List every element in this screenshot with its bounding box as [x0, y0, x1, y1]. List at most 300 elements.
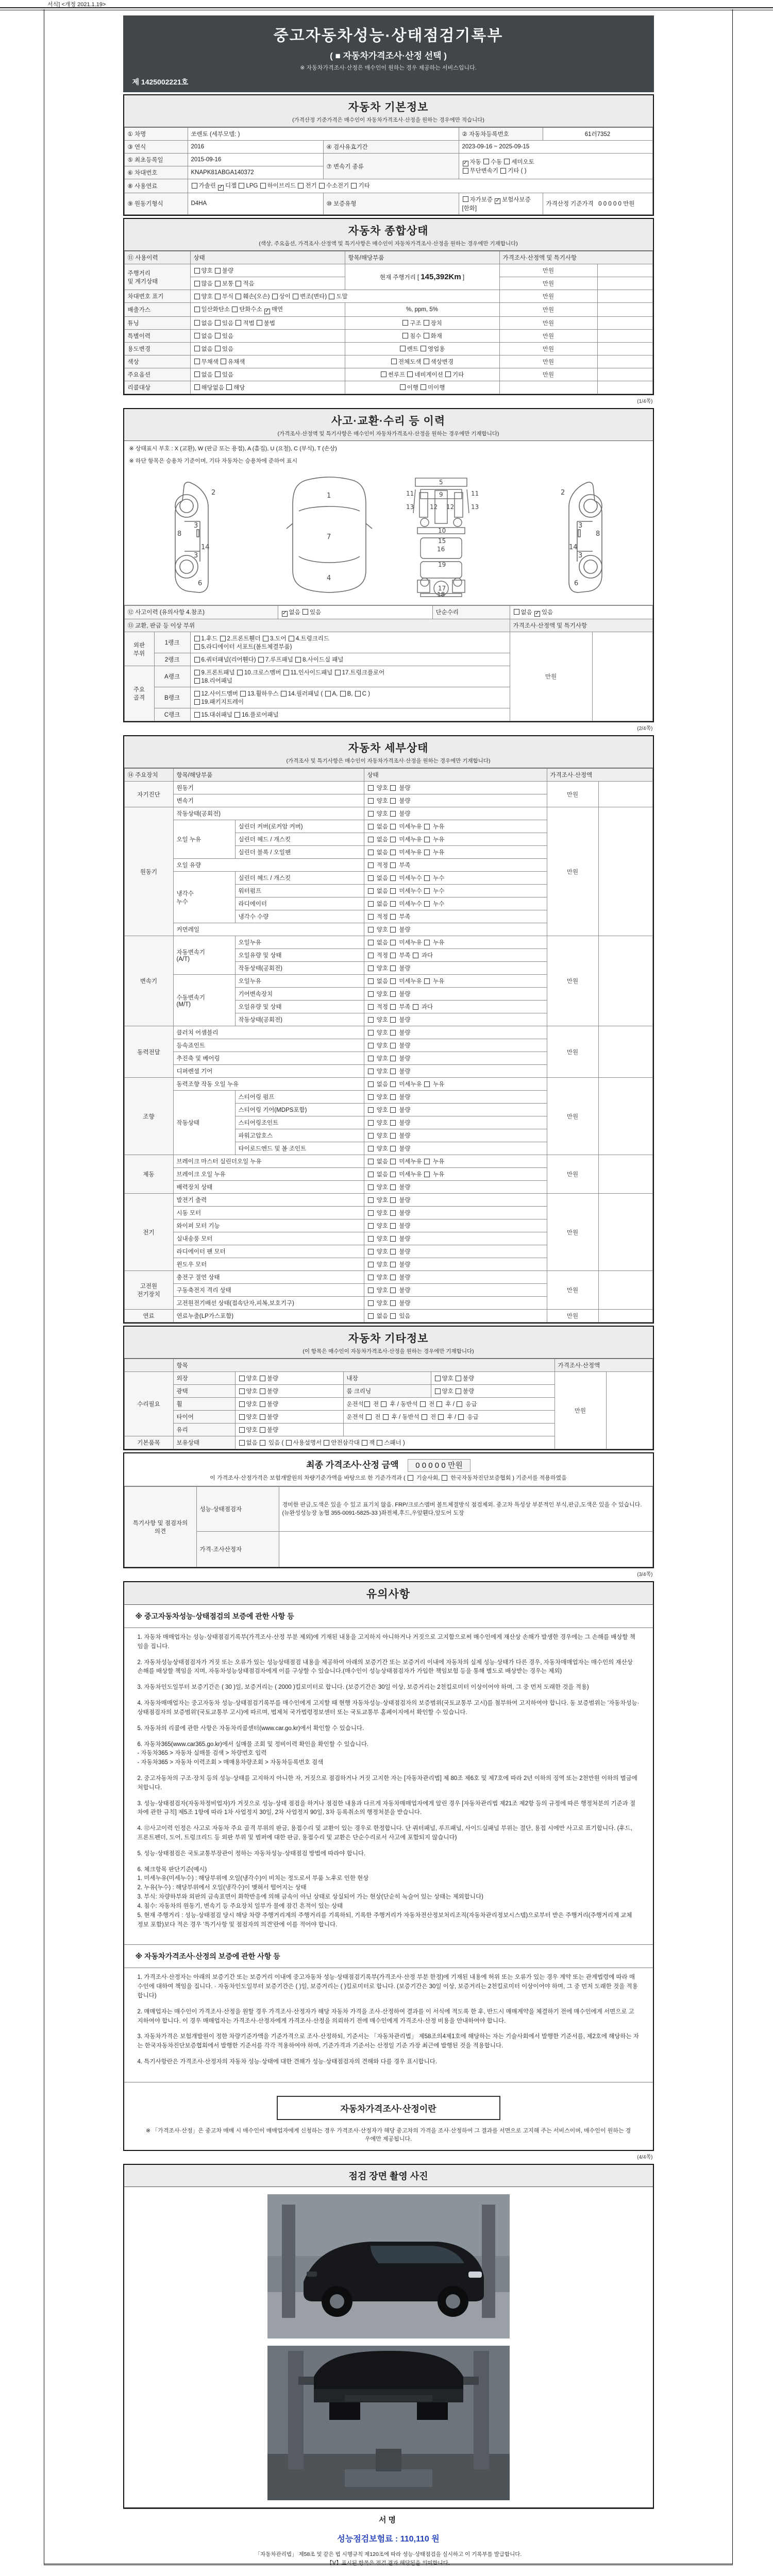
checkbox-unchecked[interactable] [463, 168, 468, 174]
checkbox-unchecked[interactable] [234, 712, 240, 718]
checkbox-unchecked[interactable] [390, 927, 396, 933]
checkbox-unchecked[interactable] [390, 875, 396, 881]
checkbox-unchecked[interactable] [368, 1146, 374, 1151]
checkbox-unchecked[interactable] [390, 1056, 396, 1061]
price-survey-definition-note: ※ 「가격조사·산정」은 중고차 매매 시 매수인이 매매업자에게 신청하는 경우 가격조사·산정자가 해당 중고차의 가격을 조사·산정하여 그 결과를 서면으로 고지해 주는 서비스이며, 매수인이 원하는 경우에만 제공됩니다. [145, 2127, 631, 2142]
svg-text:3: 3 [193, 521, 198, 530]
checkbox-unchecked[interactable] [293, 294, 298, 299]
col-blank [124, 1359, 173, 1372]
sub-item-label: 스티어링조인트 [235, 1116, 364, 1129]
checkbox-unchecked[interactable] [260, 1376, 265, 1381]
checkbox-unchecked[interactable] [391, 359, 397, 364]
checkbox-unchecked[interactable] [221, 359, 226, 364]
checkbox-unchecked[interactable] [194, 636, 200, 641]
svg-text:2: 2 [560, 488, 565, 497]
notice-item: 3. 자동차가격은 보험개발원이 정한 차량기준가액을 기준가격으로 조사·산정하되, 기준서는 「자동차관리법」 제58조의4제1호에 해당하는 자는 기술사회에서 발행한 기준서를, 제2호에 해당하는 자는 한국자동차진단보증협회에서 발행한 기준서를 각각 적용하여야 하며, 기준가격과 기준서는 산정일 기준 가장 최근에 발행된 것을 적용합니다. [137, 2033, 639, 2049]
checkbox-unchecked[interactable] [500, 168, 506, 174]
sub-item-label: 워터펌프 [235, 885, 364, 897]
checkbox-unchecked[interactable] [368, 824, 374, 829]
checkbox-unchecked[interactable] [340, 691, 346, 697]
checkbox-unchecked[interactable] [368, 1017, 374, 1023]
checkbox-unchecked[interactable] [194, 359, 200, 364]
state-options: 없음 있음 [190, 368, 345, 381]
checkbox-unchecked[interactable] [424, 824, 430, 829]
sub-item-label: 실린더 헤드 / 개스킷 [235, 872, 364, 885]
state-options: 양호 불량 [364, 1258, 547, 1271]
checkbox-unchecked[interactable] [402, 320, 408, 326]
checkbox-unchecked[interactable] [390, 1030, 396, 1036]
rank-part-options: 12.사이드멤버 13.휠하우스 14.필러패널 ( A, B, C ) 19.패키지트레이 [190, 687, 510, 708]
checkbox-unchecked[interactable] [215, 371, 221, 377]
checkbox-unchecked[interactable] [194, 712, 200, 718]
state-options: 해당없음 해당 [190, 381, 345, 394]
state-options: 없음 미세누유 누유 [364, 975, 547, 988]
checkbox-checked[interactable]: ✓ [495, 198, 500, 204]
checkbox-unchecked[interactable] [390, 1210, 396, 1216]
checkbox-unchecked[interactable] [424, 875, 430, 881]
checkbox-unchecked[interactable] [226, 384, 232, 390]
checkbox-unchecked[interactable] [390, 1197, 396, 1203]
car-side-right-diagram [509, 474, 610, 598]
checkbox-unchecked[interactable] [364, 1401, 370, 1407]
state-options: 양호 불량 [364, 1013, 547, 1026]
checkbox-unchecked[interactable] [390, 888, 396, 894]
checkbox-unchecked[interactable] [368, 875, 374, 881]
checkbox-unchecked[interactable] [435, 1388, 441, 1394]
checkbox-unchecked[interactable] [424, 850, 430, 855]
checkbox-unchecked[interactable] [390, 1094, 396, 1100]
checkbox-unchecked[interactable] [390, 940, 396, 945]
checkbox-unchecked[interactable] [424, 1081, 430, 1087]
checkbox-unchecked[interactable] [514, 609, 519, 615]
checkbox-unchecked[interactable] [283, 670, 289, 675]
device-label: 전기 [124, 1194, 173, 1271]
checkbox-unchecked[interactable] [237, 670, 243, 675]
use-history-label: 배출가스 [124, 303, 190, 317]
item-label: 변속기 [173, 794, 364, 807]
checkbox-unchecked[interactable] [295, 657, 301, 663]
checkbox-unchecked[interactable] [368, 798, 374, 804]
checkbox-unchecked[interactable] [368, 1300, 374, 1306]
checkbox-unchecked[interactable] [390, 914, 396, 920]
svg-text:3: 3 [193, 551, 198, 560]
checkbox-unchecked[interactable] [377, 1440, 382, 1446]
checkbox-unchecked[interactable] [368, 1043, 374, 1048]
checkbox-unchecked[interactable] [390, 824, 396, 829]
checkbox-unchecked[interactable] [329, 294, 334, 299]
checkbox-unchecked[interactable] [420, 1401, 426, 1407]
checkbox-unchecked[interactable] [215, 333, 221, 338]
checkbox-unchecked[interactable] [390, 1262, 396, 1267]
opinion-group-label: 특기사항 및 점검자의 의견 [124, 1487, 196, 1567]
section-final-price [123, 1452, 654, 1568]
checkbox-unchecked[interactable] [390, 862, 396, 868]
checkbox-unchecked[interactable] [442, 1475, 447, 1481]
checkbox-unchecked[interactable] [421, 384, 426, 390]
checkbox-unchecked[interactable] [390, 1133, 396, 1139]
checkbox-unchecked[interactable] [422, 1414, 427, 1420]
checkbox-unchecked[interactable] [390, 1069, 396, 1074]
checkbox-unchecked[interactable] [390, 953, 396, 958]
checkbox-unchecked[interactable] [368, 811, 374, 817]
notices-title: 유의사항 [366, 1588, 411, 1600]
checkbox-unchecked[interactable] [368, 888, 374, 894]
overall-row [124, 264, 652, 277]
checkbox-unchecked[interactable] [194, 268, 200, 274]
checkbox-unchecked[interactable] [260, 1427, 265, 1433]
checkbox-unchecked[interactable] [368, 953, 374, 958]
checkbox-unchecked[interactable] [194, 691, 200, 697]
checkbox-unchecked[interactable] [194, 657, 200, 663]
state-options: 없음 미세누유 누유 [364, 936, 547, 949]
item-label: 고전원전기배선 상태(접속단자,피복,보호기구) [173, 1297, 364, 1310]
overall-row [124, 303, 652, 317]
checkbox-unchecked[interactable] [232, 307, 238, 312]
checkbox-unchecked[interactable] [258, 657, 264, 663]
checkbox-unchecked[interactable] [390, 1120, 396, 1126]
checkbox-unchecked[interactable] [368, 1262, 374, 1267]
footer-line-2: 【Ⅴ】표시된 항목은 점검 결과 해당됨을 의미합니다. [327, 2560, 450, 2566]
section-title: 사고·교환·수리 등 이력 [331, 415, 446, 427]
checkbox-unchecked[interactable] [456, 1376, 461, 1381]
checkbox-unchecked[interactable] [436, 1401, 442, 1407]
section-accident-history [123, 408, 654, 723]
checkbox-unchecked[interactable] [368, 1275, 374, 1280]
trans-label: ⑦ 변속기 종류 [323, 154, 459, 179]
warranty-options: 자가보증 ✓ 보험사보증 [한화] [459, 193, 543, 215]
checkbox-unchecked[interactable] [215, 294, 221, 299]
notes-cell [597, 381, 652, 394]
checkbox-unchecked[interactable] [368, 965, 374, 971]
notice-item: 2. 중고자동차의 구조·장치 등의 성능·상태를 고지하지 아니한 자, 거짓으로 점검하거나 거짓 고지한 자는 [자동차관리법] 제 80조 제6호 및 제7호에 따라 2년 이하의 징역 또는 2천만원 이하의 벌금에 처합니다. [137, 1775, 637, 1791]
checkbox-unchecked[interactable] [390, 1236, 396, 1242]
checkbox-unchecked[interactable] [408, 1475, 413, 1481]
etc-item-label: 유리 [173, 1423, 235, 1436]
notices-block2-body [124, 1968, 653, 2082]
basic-info-table [124, 127, 653, 215]
checkbox-unchecked[interactable] [263, 636, 268, 641]
checkbox-unchecked[interactable] [483, 159, 489, 164]
checkbox-unchecked[interactable] [390, 785, 396, 791]
checkbox-unchecked[interactable] [368, 1159, 374, 1164]
checkbox-unchecked[interactable] [390, 1223, 396, 1229]
use-history-label: 특별이력 [124, 329, 190, 342]
item-label: 시동 모터 [173, 1207, 364, 1219]
checkbox-unchecked[interactable] [368, 1172, 374, 1177]
checkbox-unchecked[interactable] [281, 691, 287, 697]
checkbox-unchecked[interactable] [390, 1004, 396, 1010]
checkbox-unchecked[interactable] [368, 1107, 374, 1113]
state-options: 없음 있음 ( 사용설명서 안전삼각대 잭 스패너 ) [235, 1436, 554, 1449]
notes-cell [597, 303, 652, 317]
state-options: 없음 미세누유 누유 [364, 1168, 547, 1181]
checkbox-unchecked[interactable] [381, 371, 386, 377]
checkbox-unchecked[interactable] [381, 1401, 386, 1407]
checkbox-unchecked[interactable] [407, 371, 413, 377]
svg-text:5: 5 [439, 478, 443, 486]
checkbox-checked[interactable]: ✓ [282, 611, 287, 616]
checkbox-unchecked[interactable] [260, 1388, 265, 1394]
checkbox-unchecked[interactable] [325, 691, 331, 697]
checkbox-unchecked[interactable] [390, 1146, 396, 1151]
checkbox-unchecked[interactable] [192, 183, 197, 189]
checkbox-unchecked[interactable] [424, 1172, 430, 1177]
checkbox-unchecked[interactable] [303, 609, 308, 615]
checkbox-unchecked[interactable] [390, 1017, 396, 1023]
checkbox-unchecked[interactable] [504, 159, 510, 164]
checkbox-unchecked[interactable] [421, 346, 426, 351]
checkbox-unchecked[interactable] [390, 978, 396, 984]
checkbox-unchecked[interactable] [335, 670, 341, 675]
checkbox-unchecked[interactable] [215, 268, 221, 274]
checkbox-unchecked[interactable] [368, 1030, 374, 1036]
item-label: 발전기 출력 [173, 1194, 364, 1207]
detail-row [124, 1026, 652, 1039]
checkbox-unchecked[interactable] [390, 1275, 396, 1280]
device-label: 자기진단 [124, 782, 173, 807]
col-item: 항목 [173, 1359, 554, 1372]
checkbox-unchecked[interactable] [390, 1107, 396, 1113]
checkbox-unchecked[interactable] [239, 1376, 245, 1381]
checkbox-unchecked[interactable] [390, 1184, 396, 1190]
checkbox-unchecked[interactable] [368, 1120, 374, 1126]
checkbox-unchecked[interactable] [368, 1069, 374, 1074]
checkbox-unchecked[interactable] [239, 1427, 245, 1433]
checkbox-unchecked[interactable] [236, 294, 241, 299]
checkbox-unchecked[interactable] [424, 320, 429, 326]
checkbox-unchecked[interactable] [194, 294, 200, 299]
checkbox-unchecked[interactable] [368, 914, 374, 920]
svg-text:17: 17 [438, 584, 446, 592]
checkbox-unchecked[interactable] [390, 1249, 396, 1255]
use-history-label: 주행거리 및 계기상태 [124, 264, 190, 290]
checkbox-unchecked[interactable] [239, 1401, 245, 1407]
inspector-opinion-text: 경미한 판금,도색은 있을 수 있고 표기치 않음. FRP/크로스멤버 볼트체결방식 점검제외. 중고차 특성상 부분적인 부식,판금,도색은 있을 수 있습니다. (뉴완성성능장 농협 355-0091-5825-33 )좌전체,후드,우앞휀다,앞도어 도장 [279, 1487, 652, 1532]
checkbox-unchecked[interactable] [215, 320, 221, 326]
checkbox-unchecked[interactable] [390, 1159, 396, 1164]
overall-row [124, 316, 652, 329]
checkbox-unchecked[interactable] [368, 1081, 374, 1087]
checkbox-unchecked[interactable] [194, 346, 200, 351]
checkbox-unchecked[interactable] [298, 183, 304, 189]
checkbox-unchecked[interactable] [194, 371, 200, 377]
checkbox-unchecked[interactable] [368, 940, 374, 945]
checkbox-unchecked[interactable] [402, 333, 408, 338]
checkbox-unchecked[interactable] [368, 1133, 374, 1139]
checkbox-unchecked[interactable] [390, 901, 396, 907]
checkbox-unchecked[interactable] [194, 699, 200, 705]
section-subtitle: (가격조사 및 특기사항은 매수인이 자동차가격조사·산정을 원하는 경우에만 기재합니다) [286, 758, 491, 764]
section-detail-state [123, 735, 654, 1324]
checkbox-unchecked[interactable] [456, 1388, 461, 1394]
sub-item-label: 기어변속장치 [235, 988, 364, 1001]
accident-label: ⑫ 사고이력 (유의사항 4.참조) [124, 605, 278, 619]
checkbox-unchecked[interactable] [390, 1081, 396, 1087]
checkbox-unchecked[interactable] [368, 837, 374, 842]
checkbox-unchecked[interactable] [368, 927, 374, 933]
year-value: 2016 [188, 141, 323, 154]
checkbox-unchecked[interactable] [390, 965, 396, 971]
notes-cell [598, 1026, 652, 1078]
checkbox-unchecked[interactable] [368, 991, 374, 997]
car-name-value: 쏘렌토 (세부모델: ) [188, 128, 459, 141]
checkbox-checked[interactable]: ✓ [463, 160, 468, 166]
checkbox-unchecked[interactable] [368, 1056, 374, 1061]
checkbox-unchecked[interactable] [390, 991, 396, 997]
checkbox-unchecked[interactable] [260, 1440, 265, 1446]
checkbox-unchecked[interactable] [400, 384, 406, 390]
state-options: 양호 불량 [364, 1194, 547, 1207]
checkbox-checked[interactable]: ✓ [219, 184, 223, 190]
checkbox-unchecked[interactable] [368, 850, 374, 855]
checkbox-unchecked[interactable] [286, 1440, 292, 1446]
checkbox-unchecked[interactable] [390, 1172, 396, 1177]
checkbox-unchecked[interactable] [260, 1401, 265, 1407]
checkbox-unchecked[interactable] [362, 1440, 367, 1446]
checkbox-unchecked[interactable] [368, 785, 374, 791]
checkbox-unchecked[interactable] [458, 1414, 464, 1420]
checkbox-unchecked[interactable] [236, 320, 241, 326]
checkbox-unchecked[interactable] [390, 850, 396, 855]
state-options: 양호 불량 [364, 1142, 547, 1155]
item-cell: 전체도색 색상변경 [345, 355, 499, 368]
checkbox-unchecked[interactable] [368, 1197, 374, 1203]
checkbox-checked[interactable]: ✓ [535, 611, 540, 616]
checkbox-unchecked[interactable] [413, 1004, 418, 1010]
checkbox-unchecked[interactable] [319, 183, 325, 189]
checkbox-unchecked[interactable] [272, 294, 278, 299]
section-subtitle: (이 항목은 매수인이 자동차가격조사·산정을 원하는 경우에만 기재합니다) [303, 1348, 474, 1354]
item-label: 작동상태(공회전) [173, 807, 364, 820]
year-label: ③ 연식 [124, 141, 188, 154]
checkbox-unchecked[interactable] [413, 953, 418, 958]
checkbox-unchecked[interactable] [368, 1236, 374, 1242]
checkbox-unchecked[interactable] [390, 1043, 396, 1048]
checkbox-checked[interactable]: ✓ [265, 308, 270, 314]
state-options: 적정 부족 [364, 859, 547, 872]
checkbox-unchecked[interactable] [239, 183, 244, 189]
overall-row [124, 368, 652, 381]
item-label: 자동변속기 (A/T) [173, 936, 235, 975]
checkbox-unchecked[interactable] [194, 333, 200, 338]
checkbox-unchecked[interactable] [435, 1376, 441, 1381]
item-label: 커먼레일 [173, 923, 364, 936]
checkbox-unchecked[interactable] [260, 183, 266, 189]
checkbox-unchecked[interactable] [445, 371, 451, 377]
checkbox-unchecked[interactable] [390, 1287, 396, 1293]
checkbox-unchecked[interactable] [368, 978, 374, 984]
checkbox-unchecked[interactable] [390, 837, 396, 842]
checkbox-unchecked[interactable] [194, 644, 200, 650]
notes-cell [597, 329, 652, 342]
checkbox-unchecked[interactable] [368, 1287, 374, 1293]
checkbox-unchecked[interactable] [236, 281, 241, 286]
checkbox-unchecked[interactable] [368, 1223, 374, 1229]
state-options: 없음 미세누유 누유 [364, 833, 547, 846]
col-item: 항목/해당부품 [173, 769, 364, 782]
checkbox-unchecked[interactable] [194, 307, 200, 312]
checkbox-unchecked[interactable] [215, 281, 221, 286]
state-options: 양호 불량 [235, 1411, 343, 1423]
car-damage-diagrams [124, 469, 653, 605]
checkbox-unchecked[interactable] [424, 1159, 430, 1164]
col-price: 가격조사·산정액 [554, 1359, 652, 1372]
checkbox-unchecked[interactable] [390, 1313, 396, 1319]
checkbox-unchecked[interactable] [194, 670, 200, 675]
state-code-legend-2: ※ 하단 항목은 승용차 기준이며, 기타 자동차는 승용차에 준하여 표시 [129, 457, 298, 464]
checkbox-unchecked[interactable] [240, 691, 246, 697]
checkbox-unchecked[interactable] [368, 1094, 374, 1100]
checkbox-unchecked[interactable] [368, 901, 374, 907]
checkbox-unchecked[interactable] [390, 1300, 396, 1306]
checkbox-unchecked[interactable] [438, 1414, 444, 1420]
state-options: 양호 불량 [364, 1104, 547, 1116]
checkbox-unchecked[interactable] [368, 1313, 374, 1319]
checkbox-unchecked[interactable] [368, 1210, 374, 1216]
checkbox-unchecked[interactable] [215, 346, 221, 351]
sub-item-label: 스티어링 펌프 [235, 1091, 364, 1104]
checkbox-unchecked[interactable] [424, 333, 429, 338]
checkbox-unchecked[interactable] [424, 888, 430, 894]
checkbox-unchecked[interactable] [194, 281, 200, 286]
state-options: 양호 불량 [364, 1297, 547, 1310]
checkbox-unchecked[interactable] [239, 1414, 245, 1420]
checkbox-unchecked[interactable] [368, 1004, 374, 1010]
checkbox-unchecked[interactable] [368, 862, 374, 868]
state-options: 없음 미세누수 누수 [364, 872, 547, 885]
checkbox-unchecked[interactable] [366, 1414, 372, 1420]
checkbox-unchecked[interactable] [390, 798, 396, 804]
item-label: 충전구 절연 상태 [173, 1271, 364, 1284]
checkbox-unchecked[interactable] [424, 901, 430, 907]
checkbox-unchecked[interactable] [390, 811, 396, 817]
checkbox-unchecked[interactable] [400, 346, 406, 351]
state-options: 없음 미세누유 누유 [364, 1078, 547, 1091]
page-marker-1: (1/4쪽) [637, 398, 653, 404]
checkbox-unchecked[interactable] [424, 837, 430, 842]
price-cell: 만원 [554, 1372, 606, 1449]
checkbox-unchecked[interactable] [424, 940, 430, 945]
checkbox-unchecked[interactable] [368, 1184, 374, 1190]
checkbox-unchecked[interactable] [194, 320, 200, 326]
item-label: 라디에이터 팬 모터 [173, 1245, 364, 1258]
overall-row [124, 290, 652, 303]
state-options: 양호 불량 [364, 1219, 547, 1232]
checkbox-unchecked[interactable] [194, 384, 200, 390]
checkbox-unchecked[interactable] [289, 636, 294, 641]
checkbox-unchecked[interactable] [260, 1414, 265, 1420]
checkbox-unchecked[interactable] [355, 691, 361, 697]
checkbox-unchecked[interactable] [220, 636, 226, 641]
item-cell: 이행 미이행 [345, 381, 499, 394]
notes-cell [598, 936, 652, 1026]
checkbox-unchecked[interactable] [368, 1249, 374, 1255]
checkbox-unchecked[interactable] [324, 1440, 329, 1446]
checkbox-unchecked[interactable] [424, 359, 429, 364]
col-use-history: ⑪ 사용이력 [124, 251, 190, 264]
checkbox-unchecked[interactable] [194, 678, 200, 684]
checkbox-unchecked[interactable] [424, 978, 430, 984]
checkbox-unchecked[interactable] [239, 1440, 245, 1446]
checkbox-unchecked[interactable] [239, 1388, 245, 1394]
checkbox-unchecked[interactable] [457, 1401, 462, 1407]
notice-item: 3. 자동차인도일부터 보증기간은 ( 30 )일, 보증거리는 ( 2000 )킬로미터로 합니다. (보증기간은 30일 이상, 보증거리는 2천킬로미터 이상이어야 하며, 그 중 먼저 도래한 것을 적용) [137, 1684, 589, 1691]
checkbox-unchecked[interactable] [257, 320, 262, 326]
checkbox-unchecked[interactable] [351, 183, 357, 189]
checkbox-unchecked[interactable] [383, 1414, 389, 1420]
item-label: 등속죠인트 [173, 1039, 364, 1052]
checkbox-unchecked[interactable] [463, 196, 468, 202]
